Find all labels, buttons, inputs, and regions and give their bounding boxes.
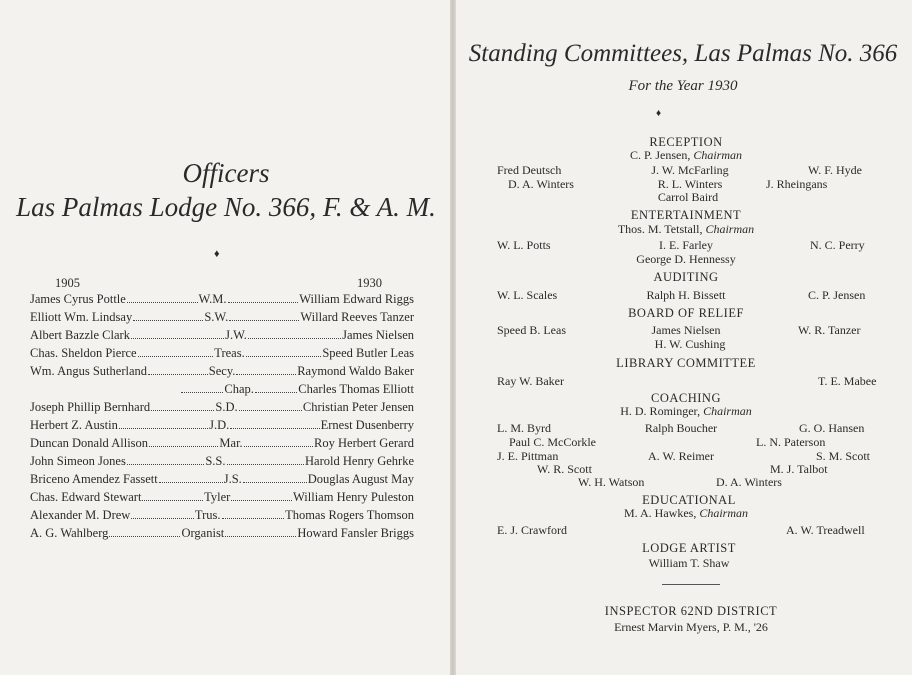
committee-member: G. O. Hansen — [799, 421, 865, 435]
committee-member: James Nielsen — [651, 323, 721, 337]
committee-member: H. W. Cushing — [654, 337, 726, 351]
officer-office: Trus. — [194, 508, 221, 522]
officer-office: W.M. — [198, 292, 227, 306]
officer-1905-name: Wm. Angus Sutherland — [30, 364, 148, 378]
officer-1905-name: Herbert Z. Austin — [30, 418, 118, 432]
officer-office: J.W. — [225, 328, 247, 342]
officer-1930-name: Speed Butler Leas — [322, 346, 414, 360]
officer-1930-name: Thomas Rogers Thomson — [285, 508, 415, 522]
committee-member: W. R. Scott — [537, 462, 592, 476]
educational-heading: EDUCATIONAL — [642, 493, 736, 507]
officer-1930-name: Christian Peter Jensen — [302, 400, 414, 414]
officer-1905-name: Chas. Edward Stewart — [30, 490, 142, 504]
committee-member: M. J. Talbot — [770, 462, 828, 476]
page-gutter — [450, 0, 456, 675]
committee-member: N. C. Perry — [810, 238, 865, 252]
divider — [662, 584, 720, 585]
committee-member: C. P. Jensen — [808, 288, 866, 302]
ornament-icon: ♦ — [214, 248, 220, 260]
officer-1930-name: Roy Herbert Gerard — [314, 436, 414, 450]
coaching-heading: COACHING — [651, 391, 721, 405]
officer-row — [30, 400, 414, 417]
officer-row — [30, 418, 414, 435]
committee-member: William T. Shaw — [648, 556, 730, 570]
officer-office: Treas. — [214, 346, 245, 360]
officer-office: J.S. — [223, 472, 242, 486]
year-1930-label: 1930 — [357, 276, 382, 290]
officer-office: Organist — [181, 526, 225, 540]
chairman-role: Chairman — [693, 148, 743, 162]
officer-1930-name: Ernest Dusenberry — [320, 418, 414, 432]
year-1905-label: 1905 — [55, 276, 80, 290]
auditing-heading: AUDITING — [653, 270, 719, 284]
committee-member: Speed B. Leas — [497, 323, 566, 337]
officer-row — [30, 310, 414, 327]
reception-heading: RECEPTION — [649, 135, 723, 149]
officer-office: Tyler — [204, 490, 231, 504]
officer-1905-name: Duncan Donald Allison — [30, 436, 149, 450]
chairman-name: H. D. Rominger, — [620, 404, 701, 418]
officer-row — [180, 382, 414, 399]
entertainment-chairman — [618, 222, 754, 237]
committee-member: A. W. Treadwell — [786, 523, 865, 537]
officer-1905-name: A. G. Wahlberg — [30, 526, 109, 540]
committee-member: W. H. Watson — [578, 475, 645, 489]
officer-row — [30, 292, 414, 309]
lodge-artist-heading: LODGE ARTIST — [642, 541, 736, 555]
committee-member: R. L. Winters — [657, 177, 723, 191]
committee-member: Ray W. Baker — [497, 374, 564, 388]
committee-member: I. E. Farley — [659, 238, 713, 252]
officer-row — [30, 508, 414, 525]
officer-row — [30, 490, 414, 507]
officer-1905-name: James Cyrus Pottle — [30, 292, 126, 306]
officer-row — [30, 454, 414, 471]
officer-1930-name: William Edward Riggs — [299, 292, 414, 306]
officer-office: S.S. — [205, 454, 226, 468]
committee-member: D. A. Winters — [716, 475, 782, 489]
officer-row — [30, 328, 414, 345]
lodge-title: Las Palmas Lodge No. 366, F. & A. M. — [16, 192, 436, 222]
committee-member: W. F. Hyde — [808, 163, 862, 177]
officer-1905-name: Alexander M. Drew — [30, 508, 131, 522]
officers-title: Officers — [182, 158, 270, 188]
officer-1905-name: Albert Bazzle Clark — [30, 328, 130, 342]
chairman-role: Chairman — [705, 222, 755, 236]
chairman-name: M. A. Hawkes, — [623, 506, 697, 520]
officer-office: S.D. — [215, 400, 238, 414]
officer-1930-name: Charles Thomas Elliott — [298, 382, 414, 396]
committee-member: Ralph Boucher — [644, 421, 718, 435]
officer-1905-name: Briceno Amendez Fassett — [30, 472, 158, 486]
committee-member: A. W. Reimer — [648, 449, 714, 463]
reception-chairman — [630, 148, 742, 163]
committee-member: D. A. Winters — [508, 177, 574, 191]
committee-member: Paul C. McCorkle — [509, 435, 596, 449]
officer-1930-name: Douglas August May — [307, 472, 415, 486]
committee-member: L. N. Paterson — [756, 435, 826, 449]
inspector-heading: INSPECTOR 62ND DISTRICT — [604, 604, 778, 618]
officer-1905-name: Elliott Wm. Lindsay — [30, 310, 133, 324]
committees-year: For the Year 1930 — [628, 78, 738, 94]
committee-member: Carrol Baird — [657, 190, 719, 204]
entertainment-heading: ENTERTAINMENT — [630, 208, 742, 222]
officer-1930-name: William Henry Puleston — [292, 490, 414, 504]
officer-office: J.D. — [209, 418, 230, 432]
committee-member: J. E. Pittman — [497, 449, 559, 463]
committees-title: Standing Committees, Las Palmas No. 366 — [468, 40, 898, 67]
library-committee-heading: LIBRARY COMMITTEE — [616, 356, 756, 370]
officer-office: Mar. — [219, 436, 243, 450]
officer-row — [30, 472, 414, 489]
committee-member: J. W. McFarling — [651, 163, 729, 177]
committee-member: George D. Hennessy — [636, 252, 736, 266]
committee-member: T. E. Mabee — [818, 374, 877, 388]
officer-1930-name: Howard Fansler Briggs — [297, 526, 414, 540]
committee-member: L. M. Byrd — [497, 421, 551, 435]
chairman-role: Chairman — [703, 404, 752, 418]
committee-member: W. L. Potts — [497, 238, 551, 252]
chairman-name: C. P. Jensen, — [629, 148, 691, 162]
officer-office: Secy. — [208, 364, 236, 378]
educational-chairman — [624, 506, 748, 521]
officer-1930-name: James Nielsen — [342, 328, 414, 342]
committee-member: Fred Deutsch — [497, 163, 562, 177]
coaching-chairman — [620, 404, 752, 419]
officer-office: S.W. — [204, 310, 229, 324]
committee-member: Ralph H. Bissett — [646, 288, 726, 302]
officer-row — [30, 346, 414, 363]
inspector-name: Ernest Marvin Myers, P. M., '26 — [614, 620, 768, 634]
officer-1930-name: Harold Henry Gehrke — [305, 454, 415, 468]
committee-member: S. M. Scott — [816, 449, 871, 463]
officer-1905-name: Chas. Sheldon Pierce — [30, 346, 137, 360]
chairman-role: Chairman — [699, 506, 749, 520]
officer-row — [30, 364, 414, 381]
committee-member: E. J. Crawford — [497, 523, 567, 537]
committee-member: W. R. Tanzer — [798, 323, 861, 337]
officer-row — [30, 436, 414, 453]
officer-1930-name: Raymond Waldo Baker — [297, 364, 414, 378]
chairman-name: Thos. M. Tetstall, — [617, 222, 703, 236]
officer-1905-name: Joseph Phillip Bernhard — [30, 400, 151, 414]
officer-1930-name: Willard Reeves Tanzer — [300, 310, 414, 324]
committee-member: J. Rheingans — [766, 177, 828, 191]
board-of-relief-heading: BOARD OF RELIEF — [628, 306, 744, 320]
officer-row — [30, 526, 414, 543]
officer-office: Chap. — [224, 382, 254, 396]
committee-member: W. L. Scales — [497, 288, 558, 302]
officer-1905-name: John Simeon Jones — [30, 454, 126, 468]
ornament-icon: ♦ — [656, 108, 662, 119]
